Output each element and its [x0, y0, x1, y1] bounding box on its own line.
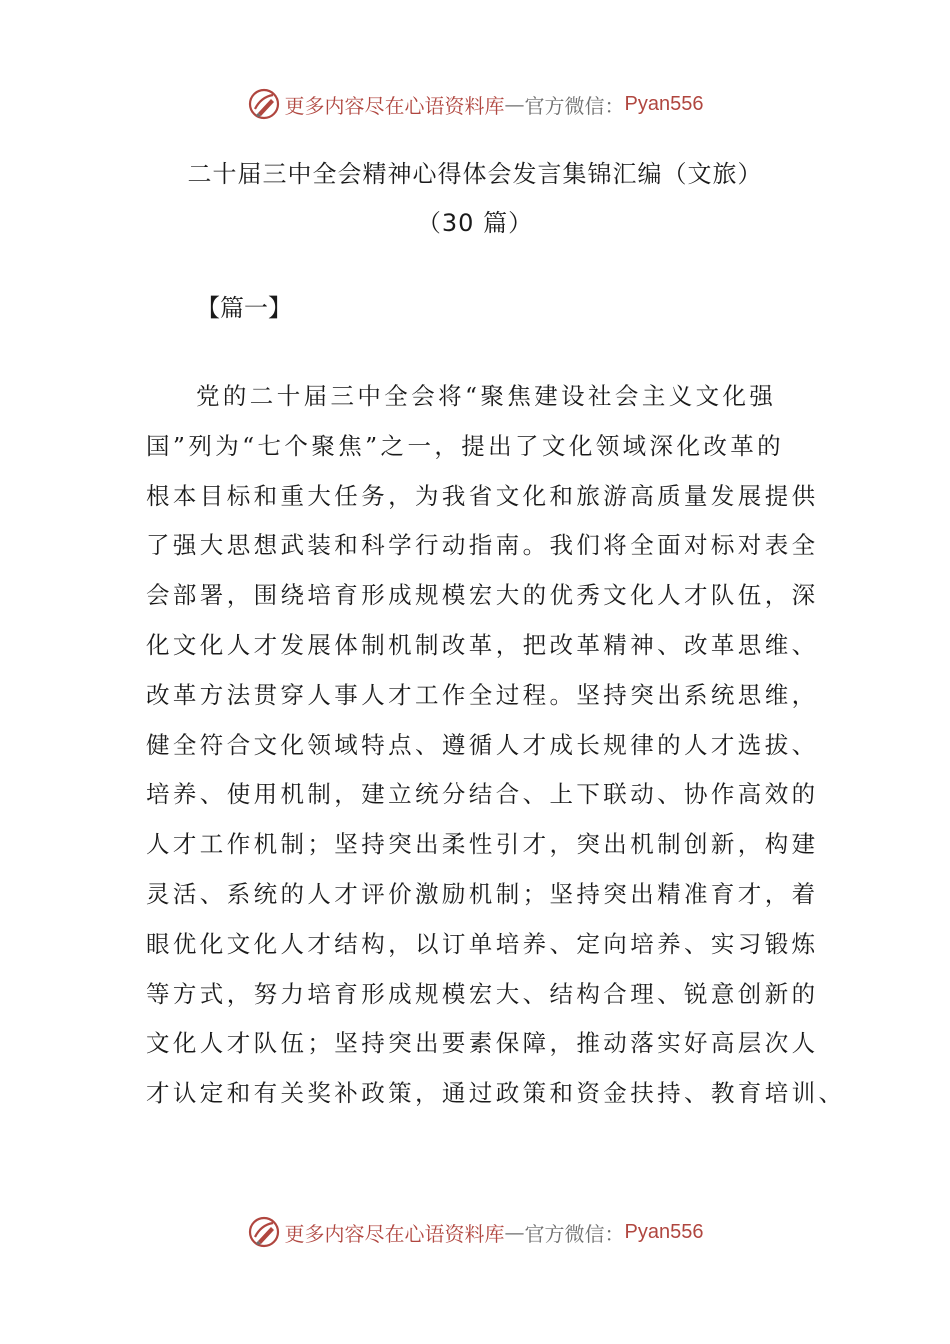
watermark-separator: —: [504, 1220, 525, 1244]
watermark-banner-bottom: [0, 1210, 950, 1254]
watermark-main-text: 更多内容尽在心语资料库: [284, 93, 505, 118]
paragraph-line: 人才工作机制；坚持突出柔性引才，突出机制创新，构建: [146, 830, 819, 859]
watermark-main-text: 更多内容尽在心语资料库: [284, 1221, 505, 1246]
watermark-banner-top: [0, 82, 950, 126]
section-heading: 【篇一】: [196, 294, 292, 322]
body-paragraph: [146, 372, 846, 1119]
paragraph-line: 等方式，努力培育形成规模宏大、结构合理、锐意创新的: [146, 979, 819, 1008]
paragraph-line: 培养、使用机制，建立统分结合、上下联动、协作高效的: [146, 780, 819, 809]
paragraph-line: 眼优化文化人才结构，以订单培养、定向培养、实习锻炼: [146, 929, 819, 958]
paragraph-line: 改革方法贯穿人事人才工作全过程。坚持突出系统思维，: [146, 680, 819, 709]
paragraph-line: 会部署，围绕培育形成规模宏大的优秀文化人才队伍，深: [146, 581, 819, 610]
pen-logo-icon: [247, 87, 281, 121]
paragraph-line: 健全符合文化领域特点、遵循人才成长规律的人才选拔、: [146, 730, 819, 759]
watermark-sub-text: 官方微信：: [524, 93, 625, 118]
watermark-wechat-id: Pyan556: [624, 92, 704, 115]
paragraph-line: 文化人才队伍；坚持突出要素保障，推动落实好高层次人: [146, 1029, 819, 1058]
document-title: 二十届三中全会精神心得体会发言集锦汇编（文旅）: [187, 160, 763, 188]
pen-logo-icon: [247, 1215, 281, 1249]
paragraph-line: 了强大思想武装和科学行动指南。我们将全面对标对表全: [146, 531, 819, 560]
watermark-wechat-id: Pyan556: [624, 1220, 704, 1243]
watermark-sub-text: 官方微信：: [524, 1221, 625, 1246]
document-subtitle: （30 篇）: [416, 209, 534, 237]
watermark-separator: —: [504, 92, 525, 116]
paragraph-line: 党的二十届三中全会将“聚焦建设社会主义文化强: [196, 382, 777, 410]
paragraph-line: 根本目标和重大任务，为我省文化和旅游高质量发展提供: [146, 481, 819, 510]
paragraph-line: 国”列为“七个聚焦”之一，提出了文化领域深化改革的: [146, 431, 785, 460]
paragraph-line: 灵活、系统的人才评价激励机制；坚持突出精准育才，着: [146, 879, 819, 908]
paragraph-line: 才认定和有关奖补政策，通过政策和资金扶持、教育培训、: [146, 1079, 846, 1108]
paragraph-line: 化文化人才发展体制机制改革，把改革精神、改革思维、: [146, 630, 819, 659]
